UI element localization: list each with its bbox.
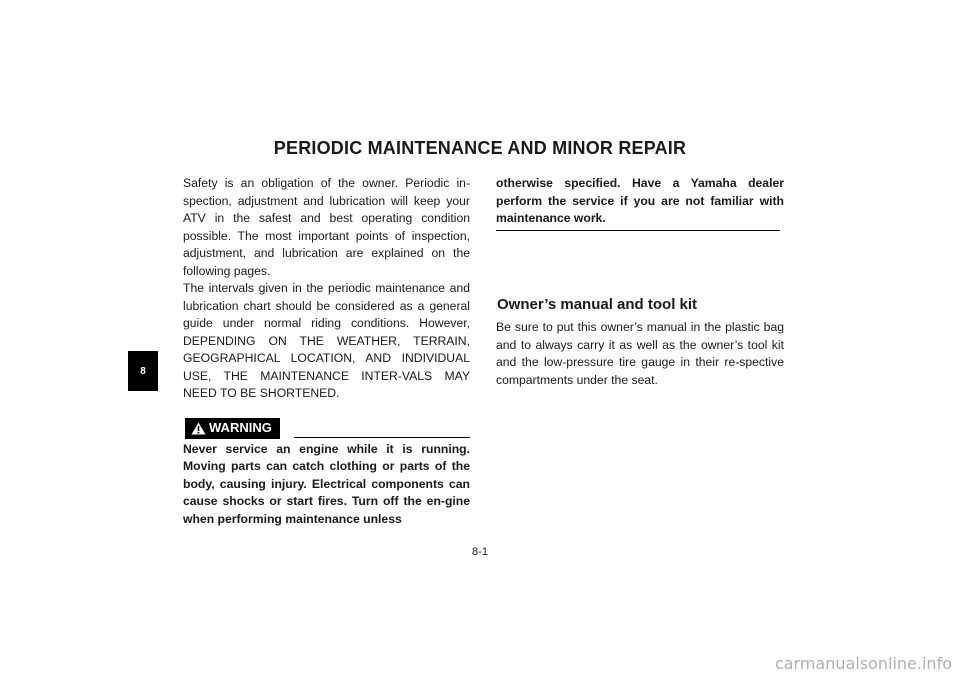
warning-header [183, 418, 470, 439]
warning-text: Never service an engine while it is running. Moving parts can catch clothing or parts of the body, causing injury. Electrical components can cause shocks or start fires. Turn off the en-gine when performing maintenance unless [183, 441, 470, 526]
warning-continuation: otherwise specified. Have a Yamaha dealer perform the service if you are not familiar with maintenance work. [496, 176, 784, 225]
left-column [183, 175, 470, 528]
page-title: PERIODIC MAINTENANCE AND MINOR REPAIR [273, 138, 687, 159]
intro-paragraph: Safety is an obligation of the owner. Periodic in-spection, adjustment and lubrication will keep your ATV in the safest and best operating condition possible. The most important points of inspection, adjustment, and lubrication are explained on the following pages. [183, 176, 470, 278]
section-heading: Owner’s manual and tool kit [497, 296, 698, 313]
right-column [496, 175, 784, 231]
section-body: Be sure to put this owner’s manual in the plastic bag and to always carry it as well as the owner’s tool kit and the low-pressure tire gauge in their re-spective compartments under the seat. [496, 320, 784, 387]
intervals-paragraph: The intervals given in the periodic maintenance and lubrication chart should be considered as a general guide under normal riding conditions. However, DEPENDING ON THE WEATHER, TERRAIN, GEOGRAPHICAL LOCATION, AND INDIVIDUAL USE, THE MAINTENANCE INTER-VALS MAY NEED TO BE SHORTENED. [183, 281, 470, 400]
warning-rule [294, 437, 470, 438]
warning-triangle-icon [191, 422, 206, 435]
warning-badge [185, 418, 280, 439]
footer-watermark: carmanualsonline.info [774, 654, 952, 673]
page-number: 8-1 [472, 546, 488, 558]
chapter-tab: 8 [128, 351, 158, 391]
warning-end-rule [496, 230, 780, 231]
warning-label: WARNING [209, 420, 272, 436]
